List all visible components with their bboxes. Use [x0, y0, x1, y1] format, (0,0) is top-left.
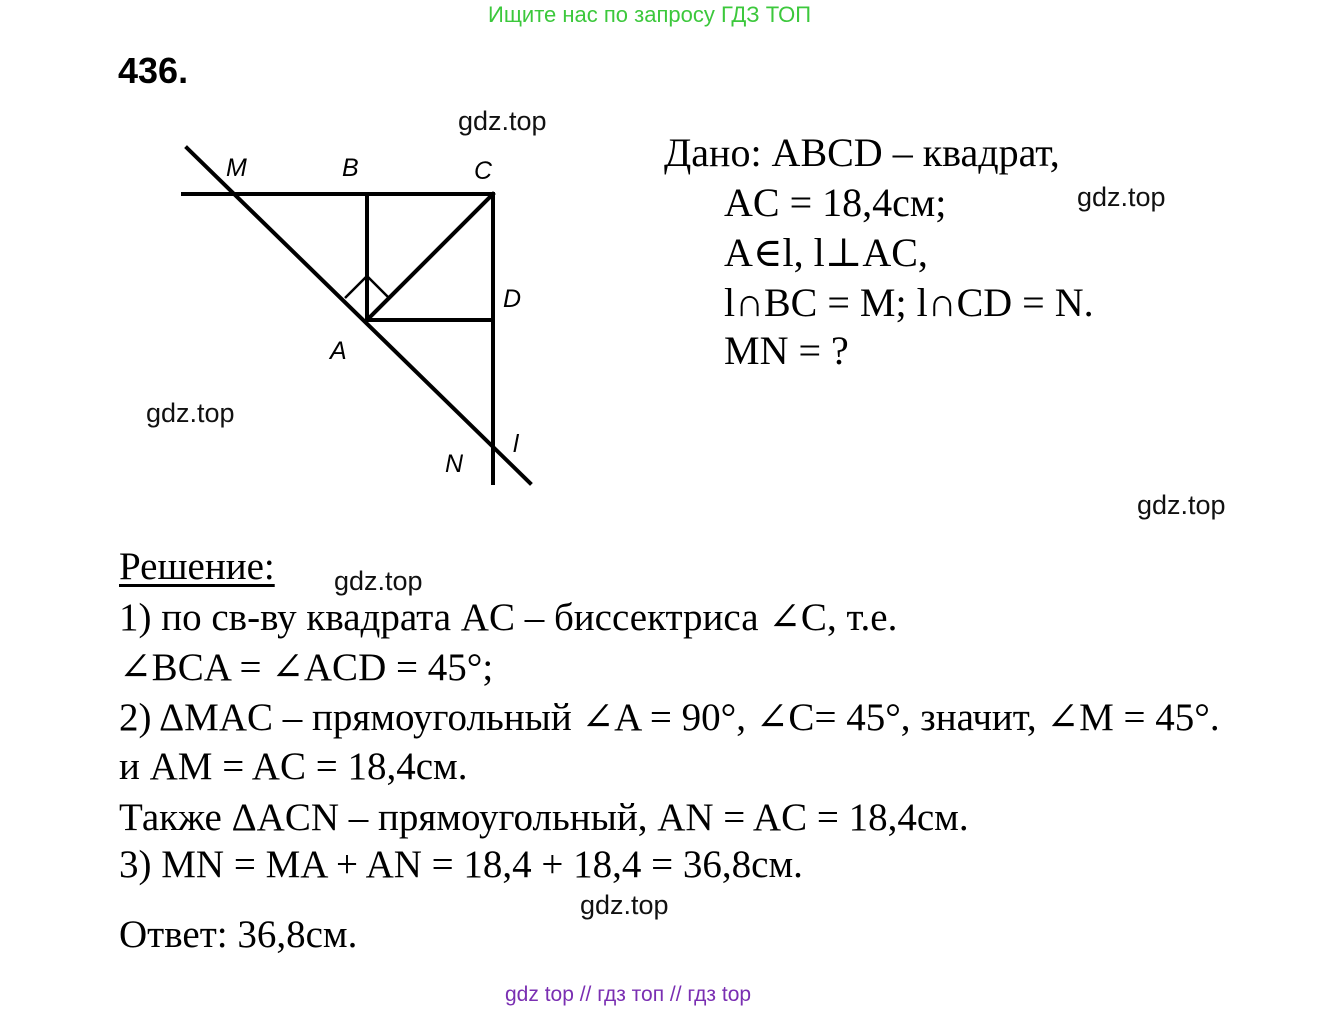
- given-line-2: AC = 18,4см;: [724, 180, 947, 225]
- solution-line-6: 3) MN = MA + AN = 18,4 + 18,4 = 36,8см.: [119, 843, 803, 886]
- watermark: gdz.top: [1137, 490, 1226, 520]
- watermark: gdz.top: [1077, 182, 1166, 212]
- label-c: C: [474, 157, 493, 185]
- problem-number: 436.: [118, 50, 189, 91]
- top-banner: Ищите нас по запросу ГДЗ ТОП: [488, 2, 812, 27]
- watermark: gdz.top: [458, 106, 547, 136]
- solution-heading: Решение:: [119, 545, 275, 588]
- watermark: gdz.top: [146, 398, 235, 428]
- solution-line-4: и AM = AC = 18,4см.: [119, 745, 468, 788]
- label-n: N: [445, 450, 464, 478]
- segment-ac: [367, 194, 493, 320]
- given-line-1: Дано: ABCD – квадрат,: [664, 130, 1060, 175]
- label-m: M: [226, 154, 247, 182]
- given-line-4: l∩BC = M; l∩CD = N.: [724, 280, 1094, 325]
- label-b: B: [342, 154, 359, 182]
- solution-line-5: Также ΔACN – прямоугольный, AN = AC = 18,4см.: [119, 796, 969, 839]
- solution-line-1: 1) по св-ву квадрата AC – биссектриса ∠C, т.е.: [119, 596, 898, 639]
- label-l: l: [513, 430, 519, 458]
- footer-links: gdz top // гдз топ // гдз top: [505, 983, 752, 1006]
- watermark: gdz.top: [334, 566, 423, 596]
- label-d: D: [503, 285, 522, 313]
- solution-line-3: 2) ΔMAC – прямоугольный ∠A = 90°, ∠C= 45°, значит, ∠M = 45°.: [119, 696, 1220, 739]
- given-line-5: MN = ?: [724, 328, 849, 373]
- answer: Ответ: 36,8см.: [119, 913, 358, 956]
- solution-line-2: ∠BCA = ∠ACD = 45°;: [119, 646, 494, 689]
- watermark: gdz.top: [580, 890, 669, 920]
- given-line-3: A∈l, l⊥AC,: [724, 230, 928, 275]
- line-l: [187, 148, 530, 483]
- label-a: A: [330, 337, 347, 365]
